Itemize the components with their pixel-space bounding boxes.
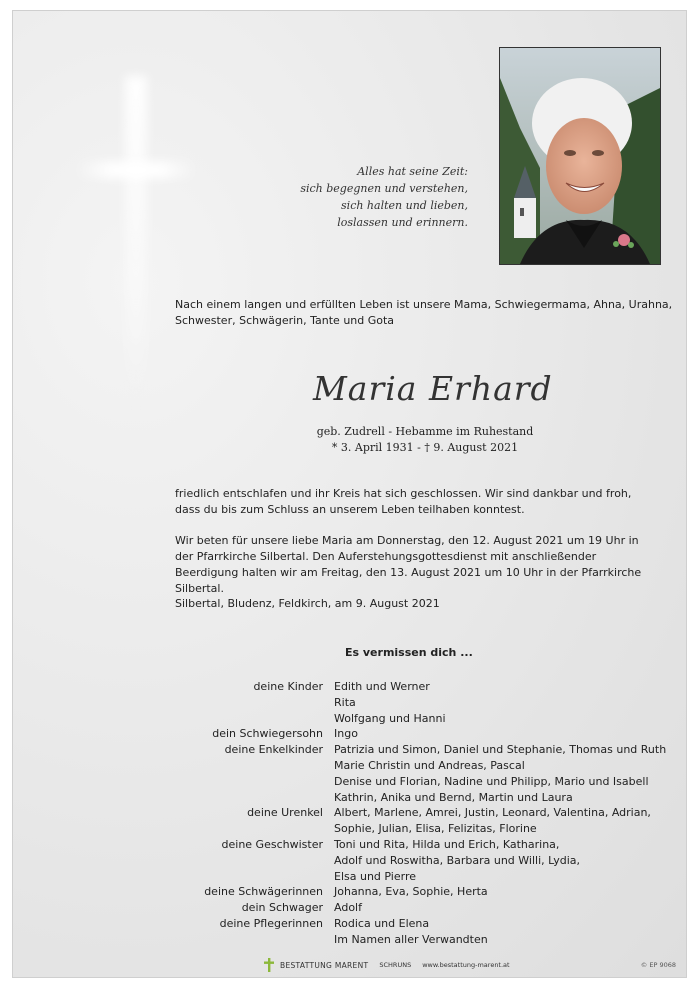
names: Adolf — [334, 901, 362, 915]
mourner-row — [13, 790, 687, 806]
body-paragraph: friedlich entschlafen und ihr Kreis hat sich geschlossen. Wir sind dankbar und froh, dass du bis zum Schluss an unserem Leben teilhaben konntest. — [175, 487, 632, 516]
mourner-row — [13, 774, 687, 790]
names: Rodica und Elena — [334, 916, 430, 930]
names: Sophie, Julian, Elisa, Felizitas, Florine — [334, 822, 537, 836]
names: Edith und Werner — [334, 680, 430, 693]
quote-line: loslassen und erinnern. — [337, 216, 468, 229]
names: Ingo — [334, 727, 358, 741]
relation: deine Pflegerinnen — [219, 916, 323, 930]
mourner-row — [13, 853, 687, 869]
relation: deine Kinder — [253, 680, 323, 693]
mourner-row — [13, 679, 687, 695]
portrait-photo — [499, 47, 661, 265]
names: Rita — [334, 695, 356, 709]
mourner-row — [13, 726, 687, 742]
names: Marie Christin und Andreas, Pascal — [334, 758, 525, 772]
names: Adolf und Roswitha, Barbara und Willi, Lydia, — [334, 853, 581, 867]
relation — [13, 821, 334, 837]
relation: dein Schwager — [241, 901, 323, 915]
relation — [13, 932, 334, 948]
names: Elsa und Pierre — [334, 869, 416, 883]
life-dates: * 3. April 1931 - † 9. August 2021 — [331, 441, 519, 454]
names: Toni und Rita, Hilda und Erich, Katharina, — [334, 837, 560, 851]
mourners-list — [13, 679, 687, 948]
quote — [300, 163, 468, 231]
names: Johanna, Eva, Sophie, Herta — [334, 885, 488, 899]
cross-image — [125, 76, 147, 406]
mourner-row — [13, 695, 687, 711]
relation: deine Enkelkinder — [224, 743, 323, 757]
names: Patrizia und Simon, Daniel und Stephanie, Thomas und Ruth — [334, 743, 667, 757]
body-paragraph: Wir beten für unsere liebe Maria am Donnerstag, den 12. August 2021 um 19 Uhr in der Pfarrkirche Silbertal. Den Auferstehungsgottesdienst mit anschließender Beerdigung halten wir am Freitag, den 13. August 2021 um 10 Uhr in der Pfarrkirche Silbertal. — [175, 534, 642, 595]
miss-title: Es vermissen dich ... — [345, 646, 473, 659]
mourner-row — [13, 884, 687, 900]
mourner-row — [13, 916, 687, 932]
mourner-row — [13, 837, 687, 853]
names: Wolfgang und Hanni — [334, 711, 446, 725]
relation: deine Schwägerinnen — [204, 885, 323, 899]
funeral-home-logo-icon — [263, 958, 275, 972]
cross-image-bar — [75, 161, 197, 179]
deceased-name: Maria Erhard — [313, 369, 553, 408]
subtitle: geb. Zudrell - Hebamme im Ruhestand — [316, 425, 534, 438]
relation: dein Schwiegersohn — [212, 727, 323, 741]
mourner-row — [13, 932, 687, 948]
relation — [13, 790, 334, 806]
relation — [13, 869, 334, 885]
quote-line: sich halten und lieben, — [341, 199, 468, 212]
funeral-home-url[interactable]: www.bestattung-marent.at — [422, 961, 510, 969]
relation: deine Geschwister — [221, 837, 323, 851]
mourner-row — [13, 711, 687, 727]
names: Albert, Marlene, Amrei, Justin, Leonard, Valentina, Adrian, — [334, 806, 651, 820]
relation — [13, 711, 334, 727]
mourner-row — [13, 758, 687, 774]
relation — [13, 695, 334, 711]
relation — [13, 853, 334, 869]
names: Im Namen aller Verwandten — [334, 932, 488, 946]
relation: deine Urenkel — [247, 806, 323, 820]
names: Denise und Florian, Nadine und Philipp, Mario und Isabell — [334, 774, 649, 788]
quote-line: sich begegnen und verstehen, — [300, 182, 468, 195]
obituary-card — [12, 10, 687, 978]
mourner-row — [13, 821, 687, 837]
relation — [13, 774, 334, 790]
relation — [13, 758, 334, 774]
print-code: © EP 9068 — [640, 961, 676, 969]
place-date: Silbertal, Bludenz, Feldkirch, am 9. August 2021 — [175, 597, 440, 610]
mourner-row — [13, 900, 687, 916]
mourner-row — [13, 742, 687, 758]
quote-line: Alles hat seine Zeit: — [357, 165, 468, 178]
mourner-row — [13, 805, 687, 821]
funeral-home-name: BESTATTUNG MARENT — [280, 960, 369, 970]
intro-text: Nach einem langen und erfüllten Leben ist unsere Mama, Schwiegermama, Ahna, Urahna, Schwester, Schwägerin, Tante und Gota — [175, 298, 673, 327]
names: Kathrin, Anika und Bernd, Martin und Laura — [334, 790, 573, 804]
funeral-home-footer — [263, 956, 510, 974]
mourner-row — [13, 869, 687, 885]
funeral-home-location: SCHRUNS — [379, 961, 412, 969]
